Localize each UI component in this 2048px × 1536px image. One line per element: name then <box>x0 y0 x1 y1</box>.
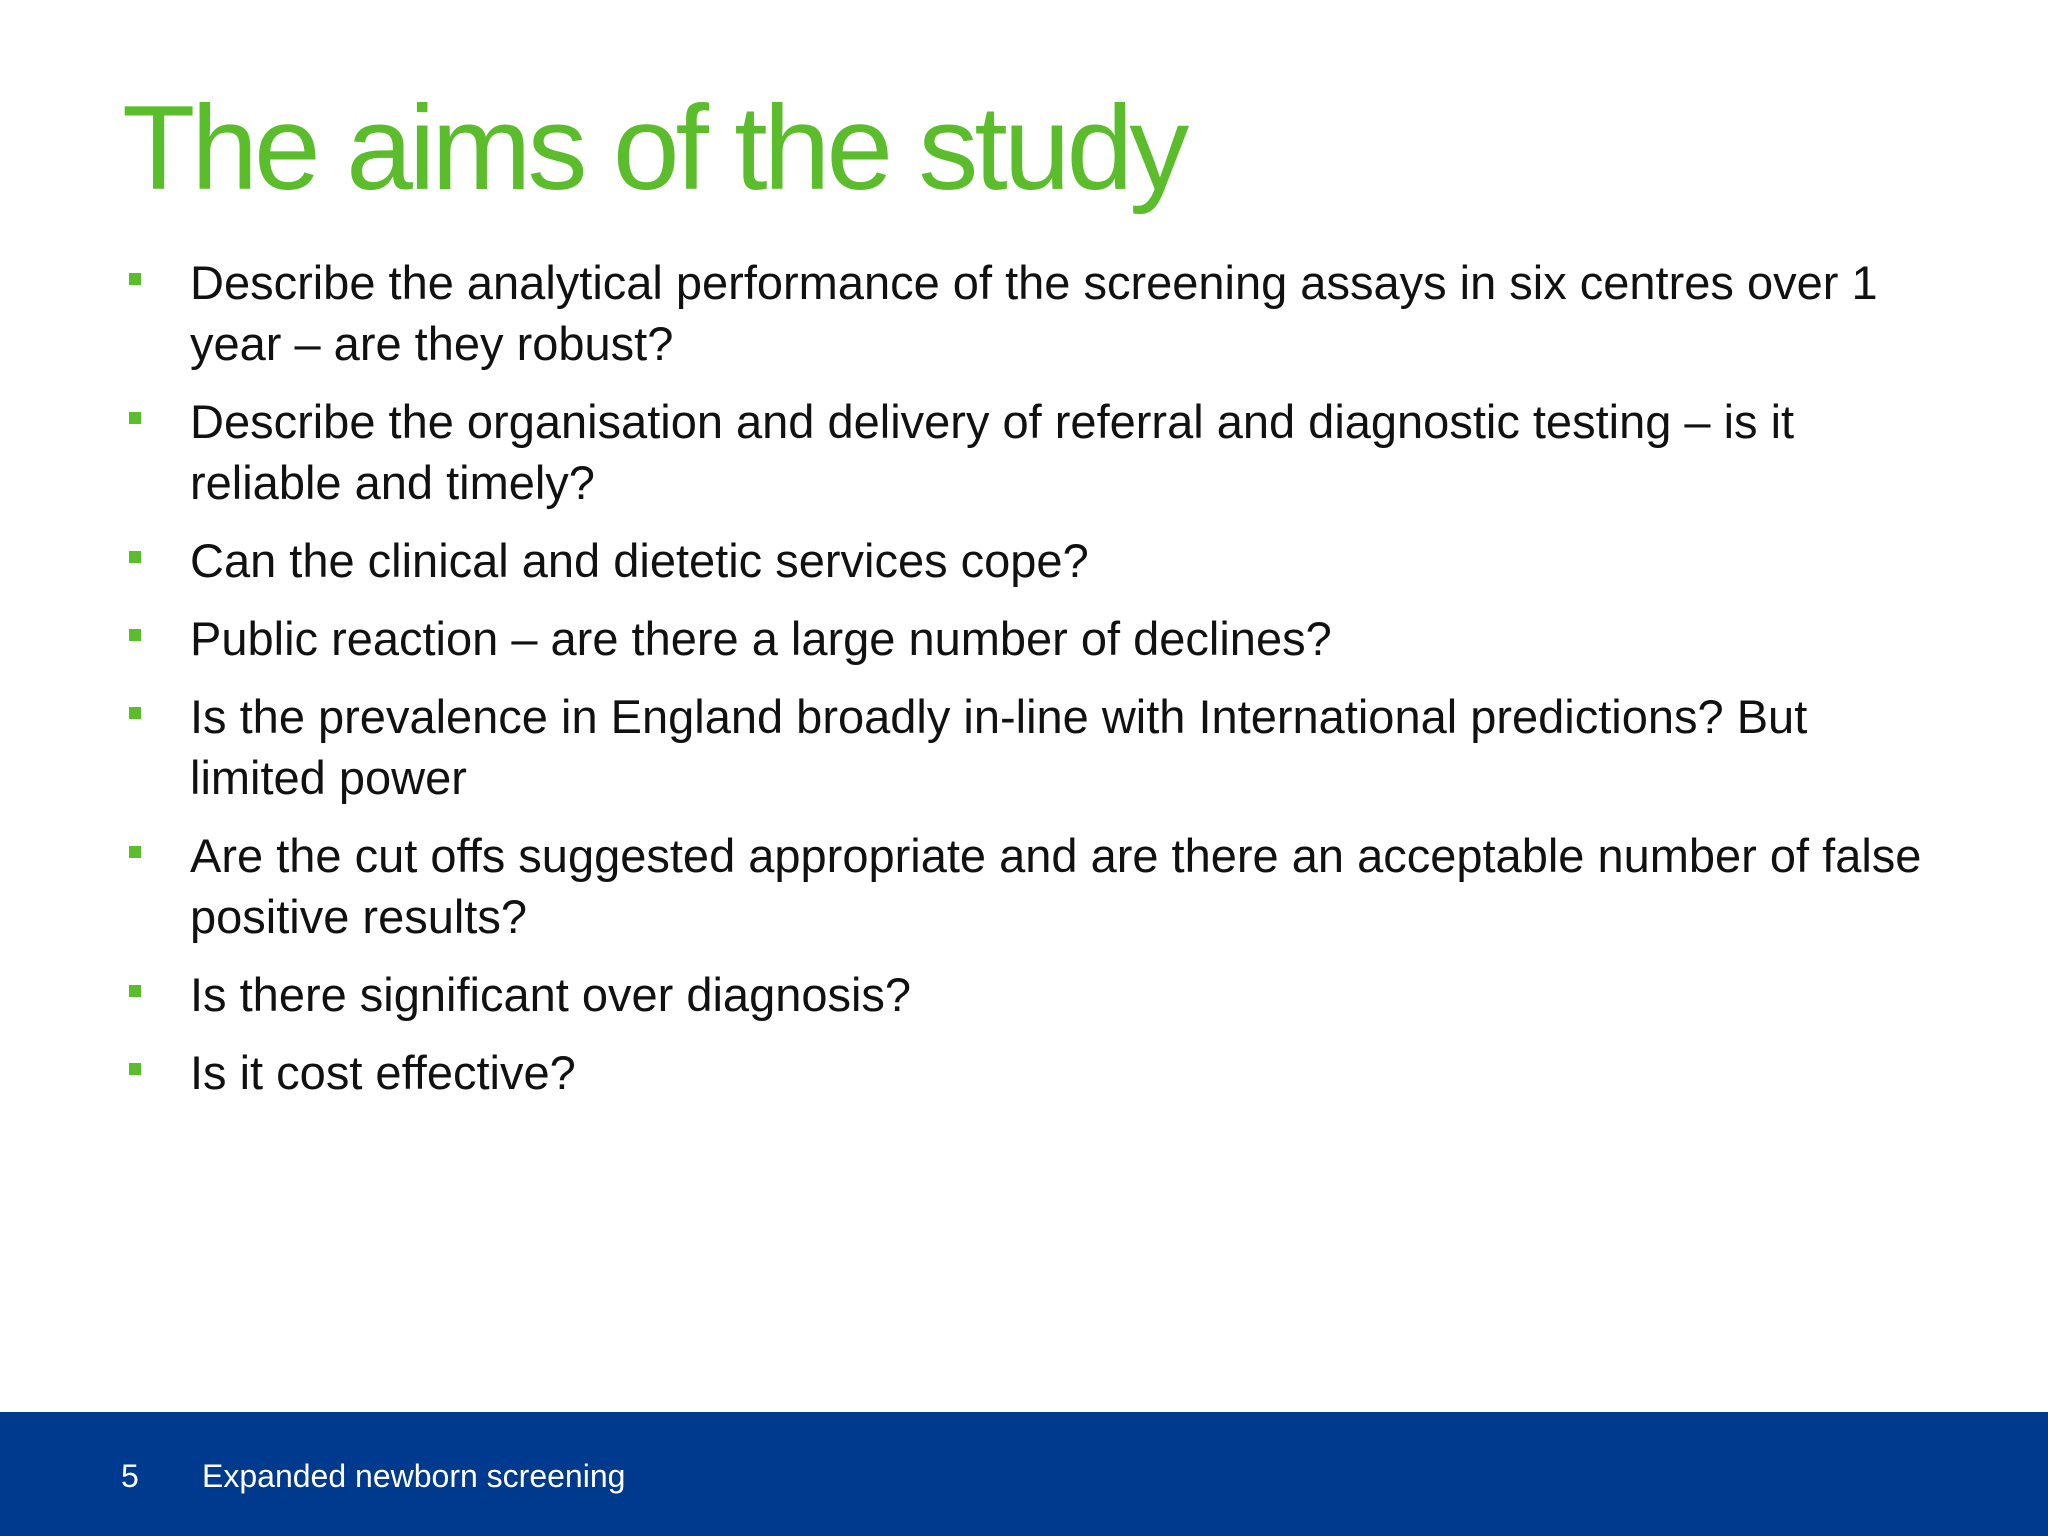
bullet-list <box>0 252 2048 1120</box>
square-bullet-icon <box>129 629 141 641</box>
square-bullet-icon <box>129 1063 141 1075</box>
bullet-text: Describe the organisation and delivery of referral and diagnostic testing – is it reliable and timely? <box>190 395 1795 509</box>
bullet-text: Public reaction – are there a large number of declines? <box>190 612 1332 665</box>
bullet-text: Describe the analytical performance of the screening assays in six centres over 1 year – are they robust? <box>190 256 1878 370</box>
bullet-text: Is it cost effective? <box>190 1046 576 1099</box>
bullet-text: Is there significant over diagnosis? <box>190 968 912 1021</box>
bullet-text: Can the clinical and dietetic services cope? <box>190 534 1089 587</box>
square-bullet-icon <box>129 985 141 997</box>
bullet-item <box>0 1042 2048 1103</box>
bullet-item <box>0 825 2048 947</box>
bullet-text: Is the prevalence in England broadly in-line with International predictions? But limited power <box>190 690 1808 804</box>
square-bullet-icon <box>129 846 141 858</box>
bullet-item <box>0 686 2048 808</box>
bullet-item <box>0 530 2048 591</box>
bullet-item <box>0 964 2048 1025</box>
page-number: 5 <box>121 1458 139 1494</box>
bullet-item <box>0 608 2048 669</box>
square-bullet-icon <box>129 551 141 563</box>
square-bullet-icon <box>129 412 141 424</box>
slide-title: The aims of the study <box>122 81 1186 215</box>
bullet-text: Are the cut offs suggested appropriate and are there an acceptable number of false positive results? <box>190 829 1922 943</box>
bullet-item <box>0 391 2048 513</box>
square-bullet-icon <box>129 707 141 719</box>
footer-bar <box>0 1412 2048 1536</box>
square-bullet-icon <box>129 273 141 285</box>
footer-caption: Expanded newborn screening <box>202 1458 626 1494</box>
bullet-item <box>0 252 2048 374</box>
